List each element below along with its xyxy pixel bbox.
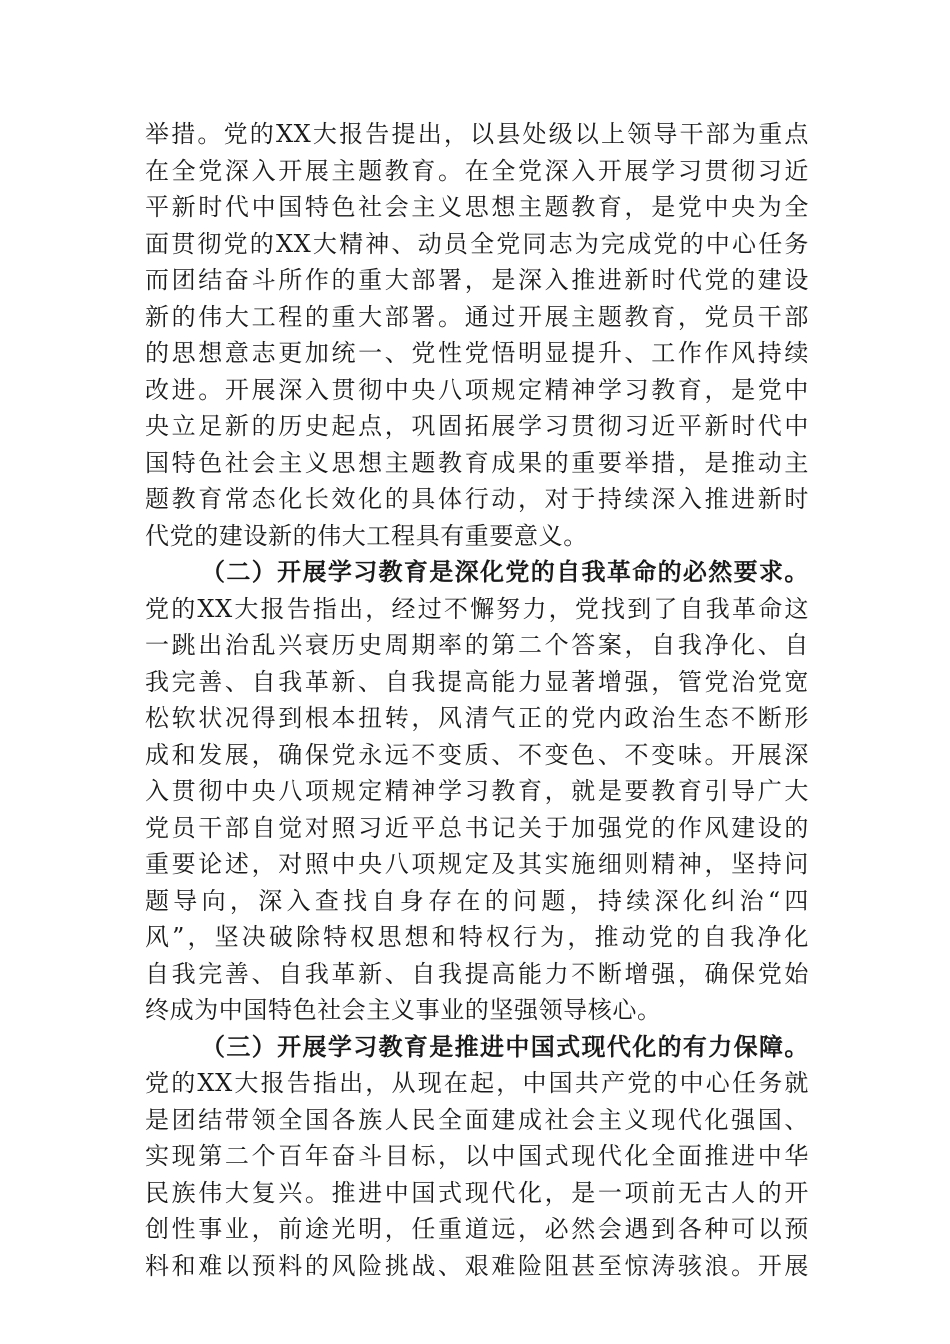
text-line: 而团结奋斗所作的重大部署，是深入推进新时代党的建设 [145, 266, 809, 294]
section-heading-2: （二）开展学习教育是深化党的自我革命的必然要求。 [201, 557, 809, 586]
text-line: 党的XX大报告指出，从现在起，中国共产党的中心任务就 [145, 1069, 809, 1097]
text-line: 面贯彻党的XX大精神、动员全党同志为完成党的中心任务 [145, 229, 809, 258]
text-line: 终成为中国特色社会主义事业的坚强领导核心。 [145, 996, 662, 1024]
text-line: 改进。开展深入贯彻中央八项规定精神学习教育，是党中 [145, 375, 809, 404]
text-line: 题导向，深入查找自身存在的问题，持续深化纠治“四 [145, 886, 809, 915]
text-line: 料和难以预料的风险挑战、艰难险阻甚至惊涛骇浪。开展 [145, 1251, 809, 1280]
text-line: 平新时代中国特色社会主义思想主题教育，是党中央为全 [145, 193, 809, 221]
text-line: 题教育常态化长效化的具体行动，对于持续深入推进新时 [145, 485, 809, 513]
text-line: 入贯彻中央八项规定精神学习教育，就是要教育引导广大 [145, 777, 809, 805]
text-line: 央立足新的历史起点，巩固拓展学习贯彻习近平新时代中 [145, 412, 809, 440]
text-line: 新的伟大工程的重大部署。通过开展主题教育，党员干部 [145, 302, 809, 331]
text-line: 的思想意志更加统一、党性党悟明显提升、工作作风持续 [145, 339, 809, 367]
text-line: 创性事业，前途光明，任重道远，必然会遇到各种可以预 [145, 1215, 809, 1243]
text-line: 党员干部自觉对照习近平总书记关于加强党的作风建设的 [145, 813, 809, 842]
text-line: 风”，坚决破除特权思想和特权行为，推动党的自我净化 [145, 923, 809, 951]
text-line: 代党的建设新的伟大工程具有重要意义。 [145, 521, 588, 550]
text-line: 民族伟大复兴。推进中国式现代化，是一项前无古人的开 [145, 1178, 809, 1207]
text-line: 松软状况得到根本扭转，风清气正的党内政治生态不断形 [145, 704, 809, 732]
text-line: 是团结带领全国各族人民全面建成社会主义现代化强国、 [145, 1105, 809, 1134]
text-line: 我完善、自我革新、自我提高能力显著增强，管党治党宽 [145, 667, 809, 696]
section-heading-3: （三）开展学习教育是推进中国式现代化的有力保障。 [201, 1031, 809, 1061]
text-line: 党的XX大报告指出，经过不懈努力，党找到了自我革命这 [145, 594, 809, 623]
text-line: 举措。党的XX大报告提出，以县处级以上领导干部为重点 [145, 120, 809, 148]
text-line: 一跳出治乱兴衰历史周期率的第二个答案，自我净化、自 [145, 631, 809, 659]
text-line: 国特色社会主义思想主题教育成果的重要举措，是推动主 [145, 448, 809, 477]
text-line: 在全党深入开展主题教育。在全党深入开展学习贯彻习近 [145, 156, 809, 185]
body-text [145, 116, 809, 1284]
text-line: 实现第二个百年奋斗目标，以中国式现代化全面推进中华 [145, 1142, 809, 1170]
text-line: 重要论述，对照中央八项规定及其实施细则精神，坚持问 [145, 850, 809, 878]
text-line: 自我完善、自我革新、自我提高能力不断增强，确保党始 [145, 959, 809, 988]
text-line: 成和发展，确保党永远不变质、不变色、不变味。开展深 [145, 740, 809, 769]
